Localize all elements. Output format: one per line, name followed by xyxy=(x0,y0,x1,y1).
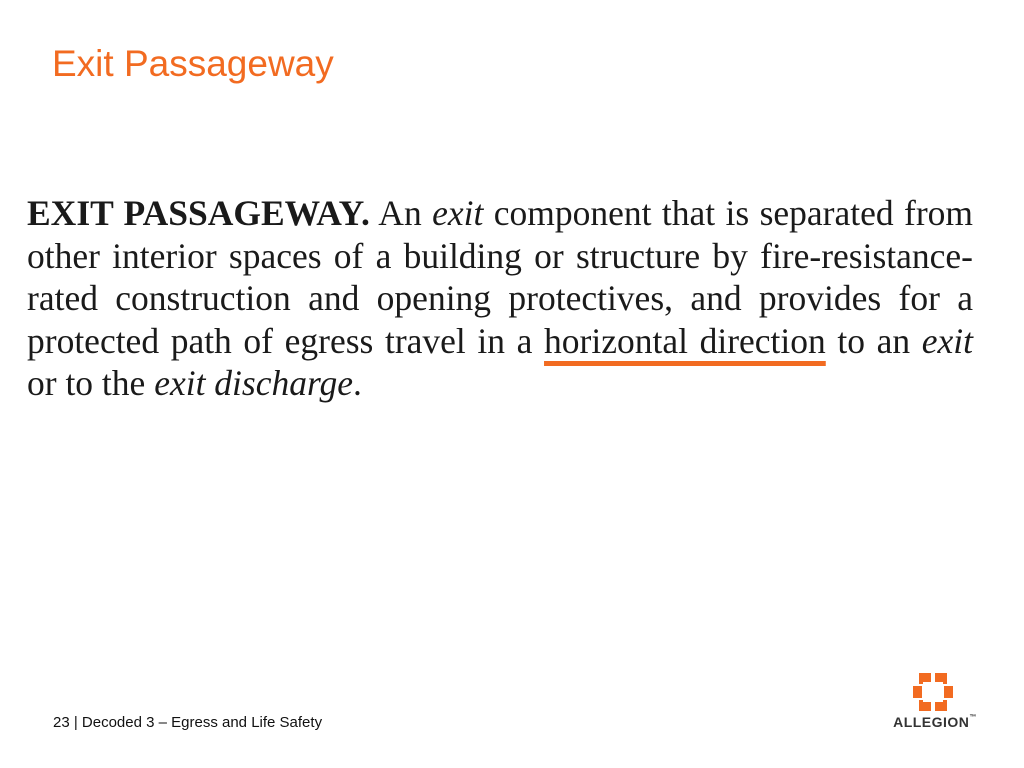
highlighted-phrase: horizontal direction xyxy=(544,320,826,361)
definition-exit-term: exit xyxy=(432,193,484,233)
definition-segment: or to the xyxy=(27,363,155,403)
definition-exit-discharge-term: exit discharge xyxy=(154,363,353,403)
definition-term: EXIT PASSAGEWAY. xyxy=(27,193,370,233)
allegion-logo-icon xyxy=(913,673,953,711)
definition-segment: to an xyxy=(825,320,922,361)
definition-segment: An xyxy=(369,193,433,233)
definition-segment: component that is separated from other interior spaces of a building or structure by fire-resistance-rated construction and opening protectives, and provides for a protected path of egress travel in a xyxy=(27,193,973,361)
allegion-logo xyxy=(885,673,985,735)
definition-text xyxy=(27,192,973,405)
footer-text: 23 | Decoded 3 – Egress and Life Safety xyxy=(53,714,323,731)
definition-exit-term: exit xyxy=(921,320,974,361)
slide-title: Exit Passageway xyxy=(52,43,334,84)
definition-period: . xyxy=(353,363,362,403)
logo-wordmark: ALLEGION™ xyxy=(893,714,977,730)
